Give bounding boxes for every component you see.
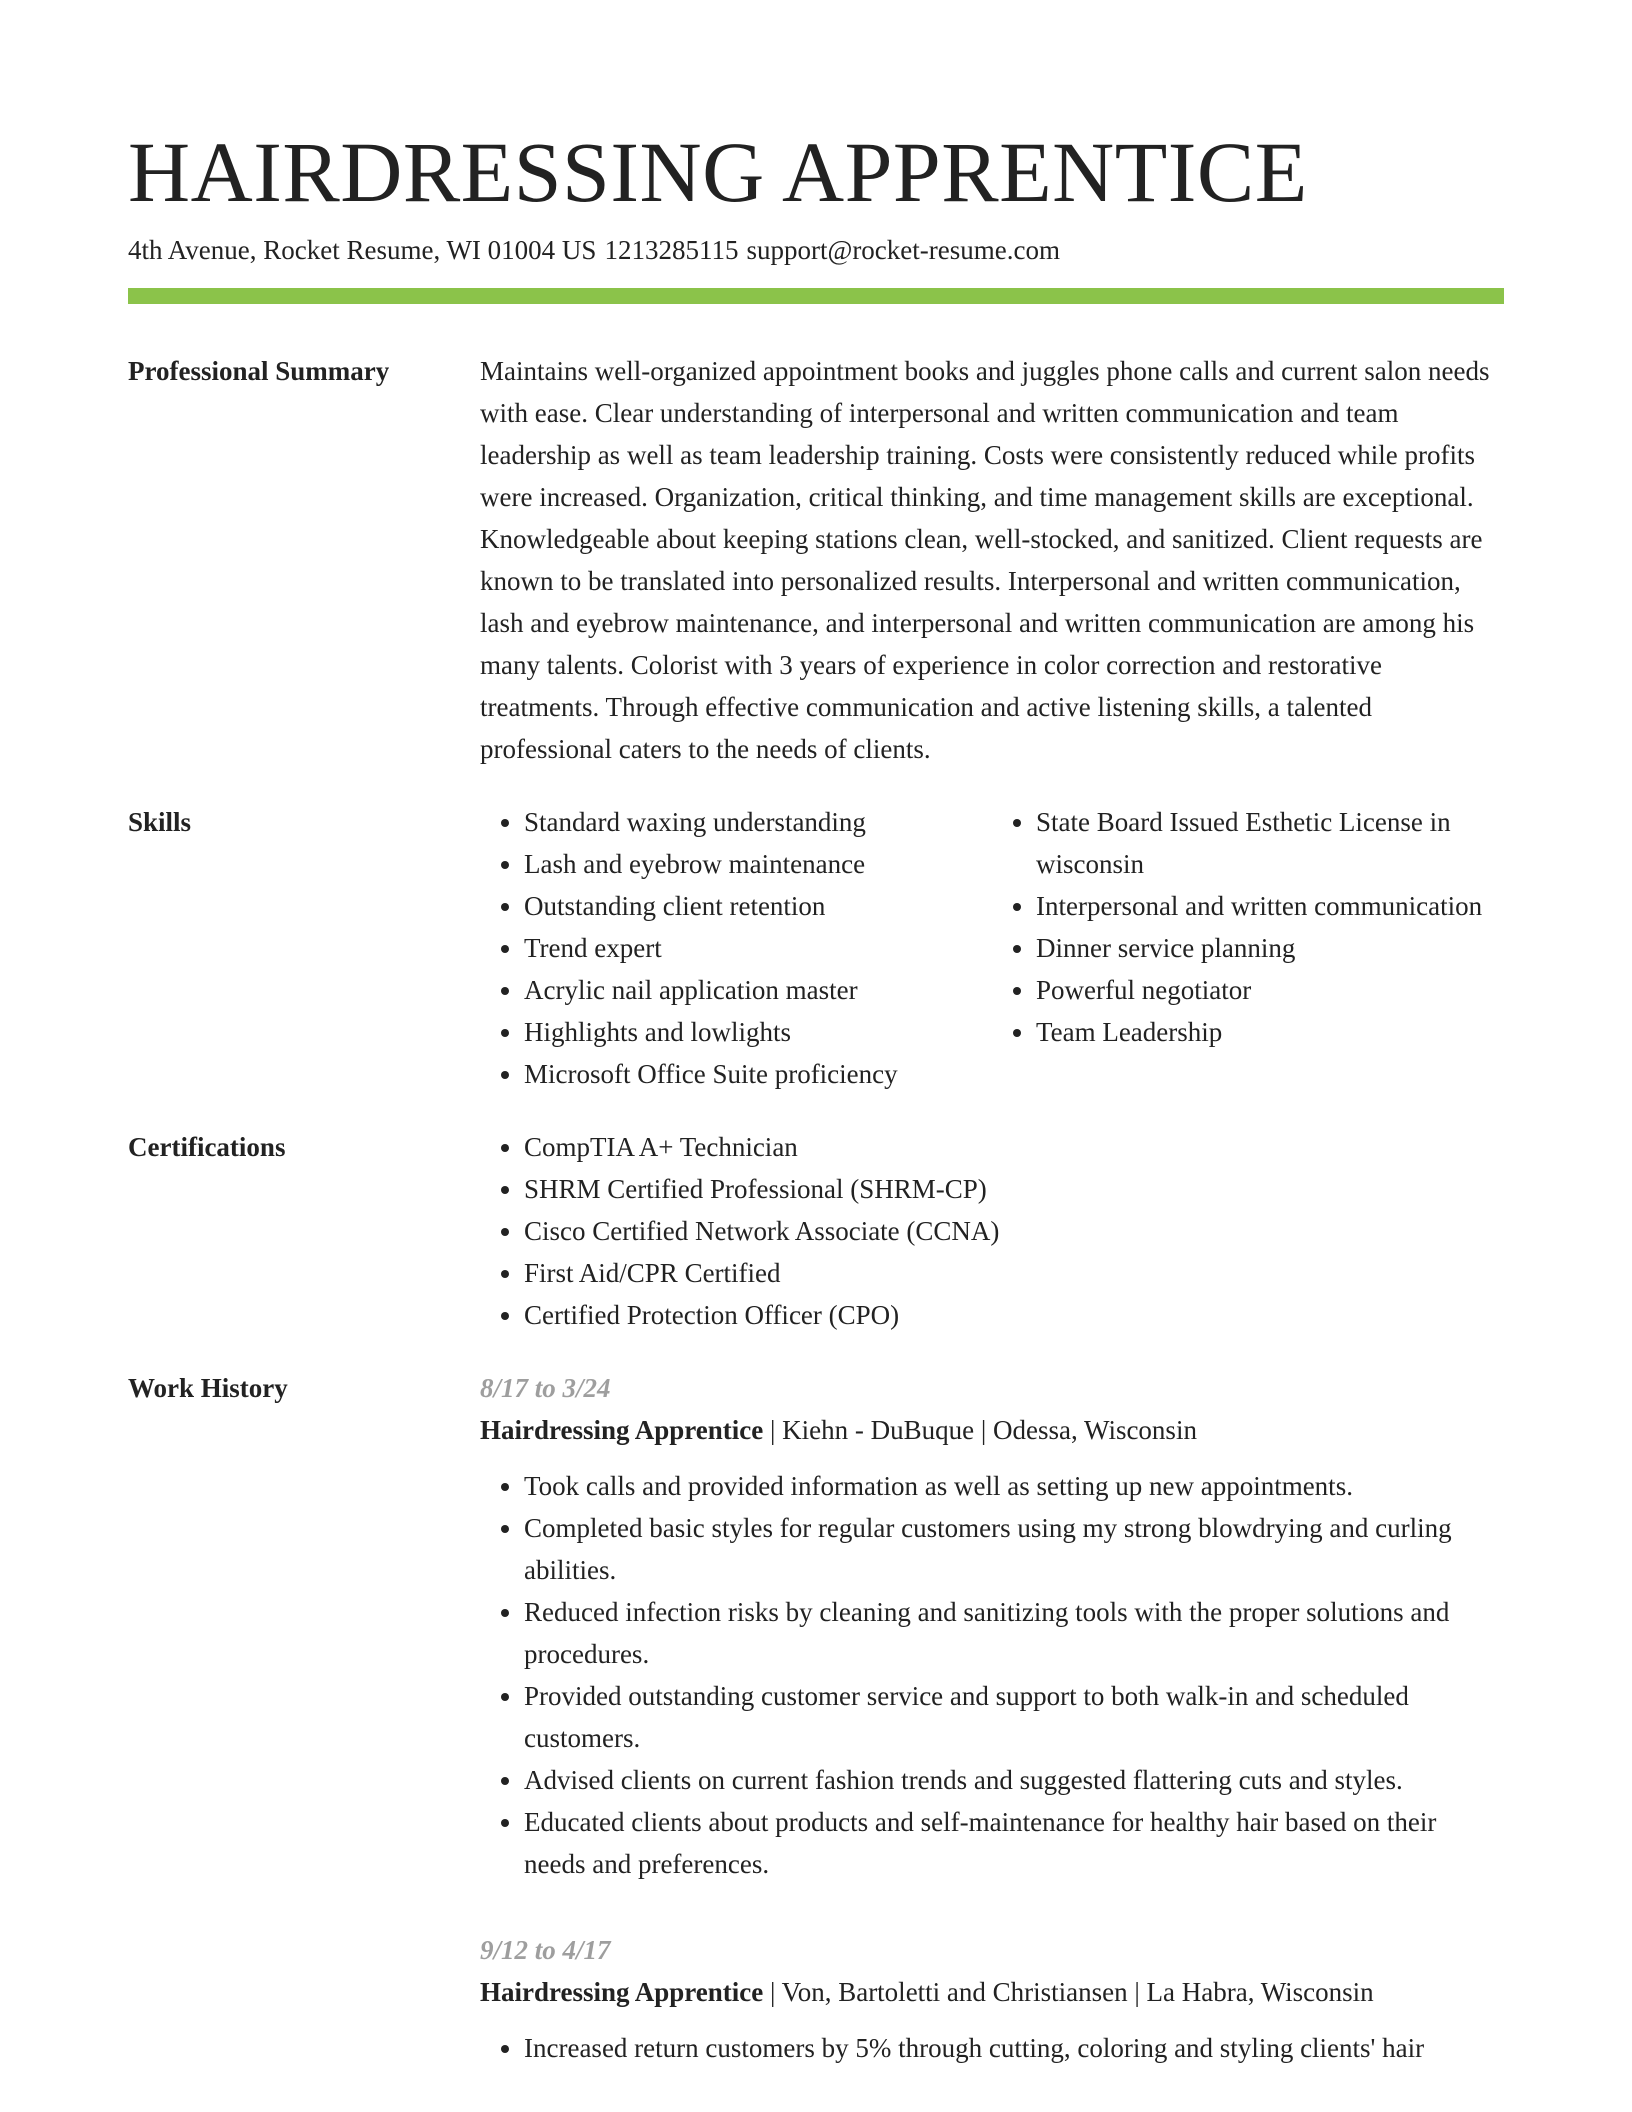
- list-item: • Increased return customers by 5% through cutting, coloring and styling clients' hair: [524, 2027, 1504, 2069]
- job-bullets: [480, 1465, 1504, 1885]
- list-item: • Lash and eyebrow maintenance: [524, 843, 992, 885]
- certifications-section: [128, 1126, 1504, 1336]
- list-item: • Educated clients about products and self-maintenance for healthy hair based on their needs and preferences.: [524, 1801, 1504, 1885]
- section-label-skills: Skills: [128, 807, 192, 837]
- summary-section: [128, 350, 1504, 770]
- contact-phone: 1213285115: [604, 235, 739, 265]
- section-label-work-history: Work History: [128, 1373, 288, 1403]
- job-bullets: [480, 2027, 1504, 2069]
- job-employer-location: | Kiehn - DuBuque | Odessa, Wisconsin: [763, 1415, 1197, 1445]
- contact-email: support@rocket-resume.com: [746, 235, 1060, 265]
- section-label-summary: Professional Summary: [128, 356, 390, 386]
- list-item: • CompTIA A+ Technician: [524, 1126, 1504, 1168]
- list-item: • Interpersonal and written communication: [1036, 885, 1504, 927]
- list-item: • Microsoft Office Suite proficiency: [524, 1053, 992, 1095]
- list-item: • Certified Protection Officer (CPO): [524, 1294, 1504, 1336]
- skills-list-left: [480, 801, 992, 1095]
- job-title-line: [480, 1409, 1504, 1451]
- list-item: • Standard waxing understanding: [524, 801, 992, 843]
- list-item: • Highlights and lowlights: [524, 1011, 992, 1053]
- job-title: Hairdressing Apprentice: [480, 1415, 764, 1445]
- job-dates: 8/17 to 3/24: [480, 1373, 611, 1403]
- certifications-content: [480, 1126, 1504, 1336]
- work-history-section: [128, 1367, 1504, 2069]
- list-item: • Reduced infection risks by cleaning and sanitizing tools with the proper solutions and procedures.: [524, 1591, 1504, 1675]
- list-item: • Took calls and provided information as well as setting up new appointments.: [524, 1465, 1504, 1507]
- job-employer-location: | Von, Bartoletti and Christiansen | La Habra, Wisconsin: [763, 1977, 1374, 2007]
- summary-text: Maintains well-organized appointment books and juggles phone calls and current salon needs with ease. Clear understanding of interpersonal and written communication and team leadership as well as team leadership training. Costs were consistently reduced while profits were increased. Organization, critical thinking, and time management skills are exceptional. Knowledgeable about keeping stations clean, well-stocked, and sanitized. Client requests are known to be translated into personalized results. Interpersonal and written communication, lash and eyebrow maintenance, and interpersonal and written communication are among his many talents. Colorist with 3 years of experience in color correction and restorative treatments. Through effective communication and active listening skills, a talented professional caters to the needs of clients.: [480, 356, 1490, 764]
- list-item: • Powerful negotiator: [1036, 969, 1504, 1011]
- skills-content: [480, 801, 1504, 1095]
- skills-section: [128, 801, 1504, 1095]
- resume-name: HAIRDRESSING APPRENTICE: [128, 124, 1308, 220]
- list-item: • Team Leadership: [1036, 1011, 1504, 1053]
- job-entry: [480, 1367, 1504, 1885]
- list-item: • Dinner service planning: [1036, 927, 1504, 969]
- skills-list-right: [992, 801, 1504, 1095]
- summary-content: [480, 350, 1504, 770]
- job-title: Hairdressing Apprentice: [480, 1977, 764, 2007]
- list-item: • First Aid/CPR Certified: [524, 1252, 1504, 1294]
- section-label-certifications: Certifications: [128, 1132, 286, 1162]
- job-dates: 9/12 to 4/17: [480, 1935, 611, 1965]
- list-item: • Provided outstanding customer service and support to both walk-in and scheduled customers.: [524, 1675, 1504, 1759]
- job-entry: [480, 1929, 1504, 2069]
- list-item: • State Board Issued Esthetic License in wisconsin: [1036, 801, 1504, 885]
- list-item: • Cisco Certified Network Associate (CCNA): [524, 1210, 1504, 1252]
- contact-line: [128, 234, 1504, 266]
- list-item: • Acrylic nail application master: [524, 969, 992, 1011]
- list-item: • SHRM Certified Professional (SHRM-CP): [524, 1168, 1504, 1210]
- header-divider: [128, 288, 1504, 304]
- list-item: • Outstanding client retention: [524, 885, 992, 927]
- list-item: • Trend expert: [524, 927, 992, 969]
- list-item: • Completed basic styles for regular customers using my strong blowdrying and curling abilities.: [524, 1507, 1504, 1591]
- job-title-line: [480, 1971, 1504, 2013]
- work-history-content: [480, 1367, 1504, 2069]
- certifications-list: [480, 1126, 1504, 1336]
- contact-address: 4th Avenue, Rocket Resume, WI 01004 US: [128, 235, 597, 265]
- list-item: • Advised clients on current fashion trends and suggested flattering cuts and styles.: [524, 1759, 1504, 1801]
